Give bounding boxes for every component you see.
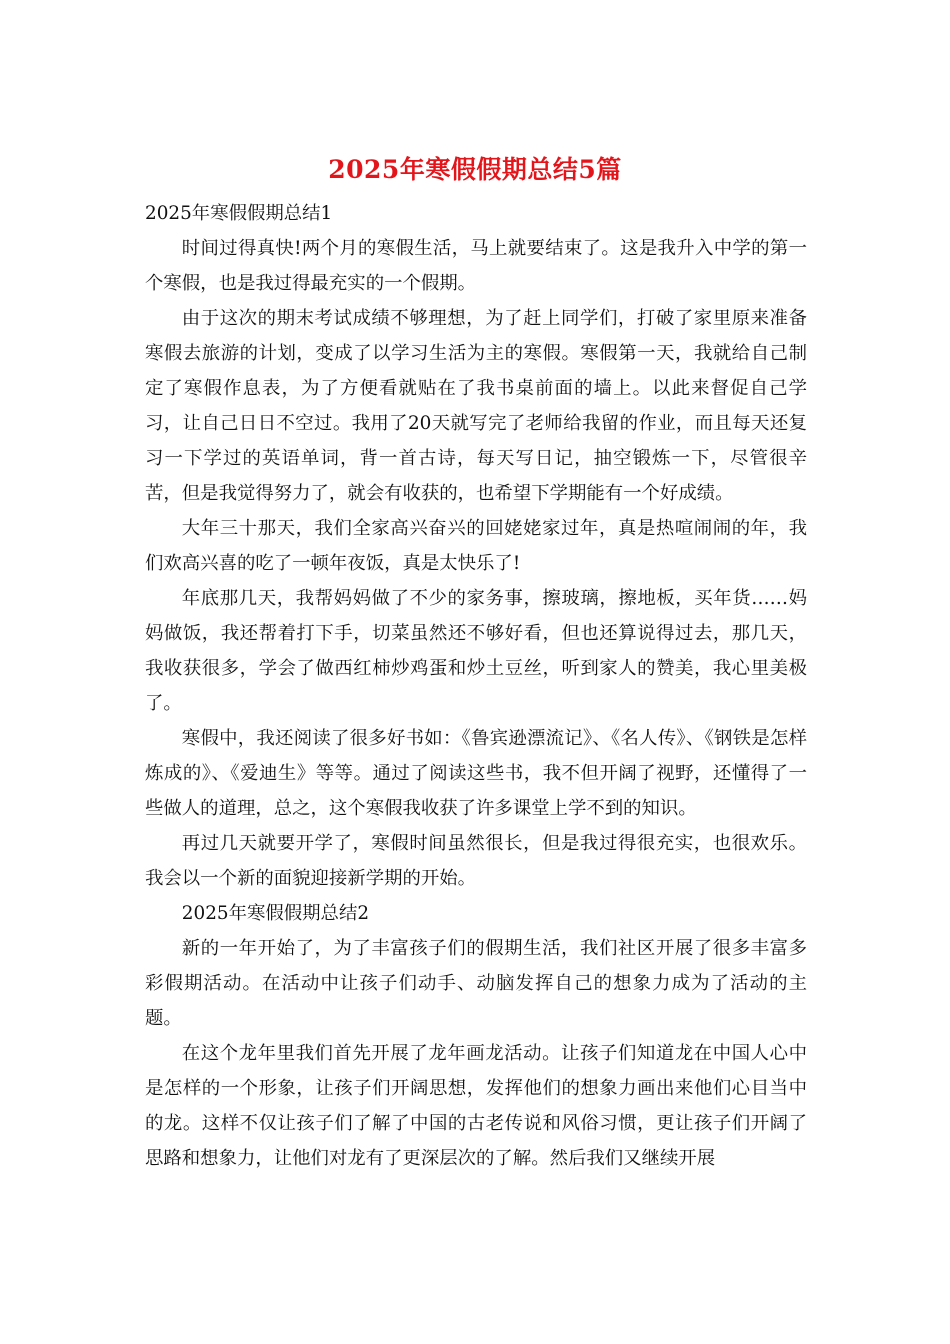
document-body (145, 196, 807, 1176)
paragraph: 寒假中，我还阅读了很多好书如：《鲁宾逊漂流记》、《名人传》、《钢铁是怎样炼成的》、《爱迪生》等等。通过了阅读这些书，我不但开阔了视野，还懂得了一些做人的道理，总之，这个寒假我收获了许多课堂上学不到的知识。 (145, 728, 807, 819)
paragraph: 在这个龙年里我们首先开展了龙年画龙活动。让孩子们知道龙在中国人心中是怎样的一个形象，让孩子们开阔思想，发挥他们的想象力画出来他们心目当中的龙。这样不仅让孩子们了解了中国的古老传说和风俗习惯，更让孩子们开阔了思路和想象力，让他们对龙有了更深层次的了解。然后我们又继续开展 (145, 1043, 807, 1169)
paragraph: 年底那几天，我帮妈妈做了不少的家务事，擦玻璃，擦地板，买年货……妈妈做饭，我还帮着打下手，切菜虽然还不够好看，但也还算说得过去，那几天，我收获很多，学会了做西红柿炒鸡蛋和炒土豆丝，听到家人的赞美，我心里美极了。 (145, 588, 807, 714)
paragraph: 由于这次的期末考试成绩不够理想，为了赶上同学们，打破了家里原来准备寒假去旅游的计划，变成了以学习生活为主的寒假。寒假第一天，我就给自己制定了寒假作息表，为了方便看就贴在了我书桌前面的墙上。以此来督促自己学习，让自己日日不空过。我用了20天就写完了老师给我留的作业，而且每天还复习一下学过的英语单词，背一首古诗，每天写日记，抽空锻炼一下，尽管很辛苦，但是我觉得努力了，就会有收获的，也希望下学期能有一个好成绩。 (145, 308, 807, 504)
document-title: 2025年寒假假期总结5篇 (328, 155, 622, 184)
paragraph: 新的一年开始了，为了丰富孩子们的假期生活，我们社区开展了很多丰富多彩假期活动。在活动中让孩子们动手、动脑发挥自己的想象力成为了活动的主题。 (145, 938, 807, 1029)
paragraph: 再过几天就要开学了，寒假时间虽然很长，但是我过得很充实，也很欢乐。我会以一个新的面貌迎接新学期的开始。 (145, 833, 807, 889)
section-heading: 2025年寒假假期总结2 (181, 903, 370, 924)
paragraph: 时间过得真快!两个月的寒假生活，马上就要结束了。这是我升入中学的第一个寒假，也是我过得最充实的一个假期。 (145, 238, 807, 294)
section-heading: 2025年寒假假期总结1 (145, 203, 333, 224)
paragraph: 大年三十那天，我们全家高兴奋兴的回姥姥家过年，真是热喧闹闹的年，我们欢高兴喜的吃了一顿年夜饭，真是太快乐了! (145, 518, 807, 574)
